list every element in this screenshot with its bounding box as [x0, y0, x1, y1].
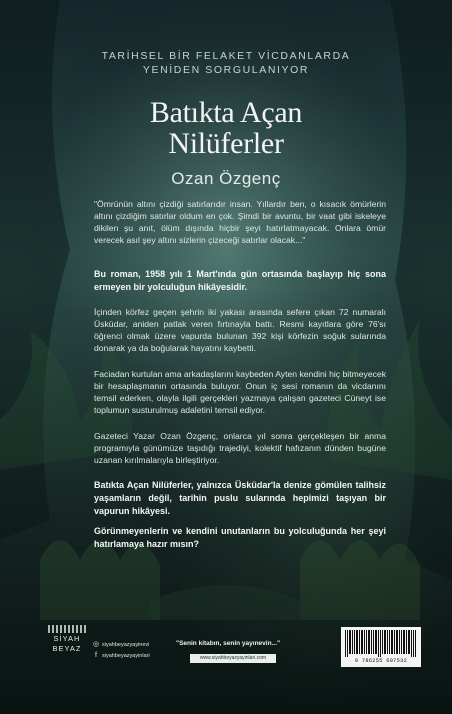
blurb-paragraph-4: Faciadan kurtulan ama arkadaşlarını kaybeden Ayten kendini hiç bitmeyecek bir hesaplaşmanın ortasında buluyor. Onun iç sesi romanın da vicdanını temsil ederken, olayla ilgili gerçekleri yazmaya çalışan gazeteci Cüneyt ise toplumun susturulmuş adaletini temsil ediyor. — [94, 369, 386, 416]
blurb-paragraph-2: Bu roman, 1958 yılı 1 Mart'ında gün ortasında başlayıp hiç sona ermeyen bir yolculuğun hikâyesidir. — [94, 269, 386, 292]
blurb-paragraph-1: "Ömrünün altını çizdiği satırlarıdır insan. Yıllardır ben, o kısacık ömürlerin altını çizdiğim satırlar oldum en çok. Şimdi bir avuntu, bir vaat gibi iskeleye dikilen şu anıt, ölüm dışında hiçbir şeyi hatırlatmayacak. Onlara ömür verecek asıl şey altını sizlerin çizeceği satırlar olacak..." — [94, 199, 386, 246]
logo-text-line-2: BEYAZ — [52, 644, 82, 653]
facebook-handle — [92, 652, 150, 659]
instagram-handle — [92, 640, 149, 648]
logo-stripes-icon — [48, 625, 86, 633]
book-title-line-2: Nilüferler — [168, 127, 284, 160]
publisher-slogan: "Senin kitabın, senin yayınevin..." — [176, 640, 281, 647]
blurb-paragraph-6: Batıkta Açan Nilüferler, yalnızca Üsküdar'la denize gömülen talihsiz yaşamların değil, tarihin puslu sularında hepimizi taşıyan bir vapurun hikâyesi. — [94, 480, 386, 516]
isbn-number: 9 786255 607532 — [354, 658, 408, 664]
instagram-handle-text: siyahbeyazyayinevi — [102, 642, 150, 648]
facebook-icon: f — [95, 652, 97, 659]
book-title-line-1: Batıkta Açan — [149, 96, 303, 129]
tagline-line-2: YENİDEN SORGULANIYOR — [142, 64, 310, 76]
blurb-paragraph-5: Gazeteci Yazar Ozan Özgenç, onlarca yıl sonra gerçekleşen bir anma programıyla günümüze taşıdığı trajediyi, kolektif hafızanın dünden bugüne uzanan kırılmalarıyla birleştiriyor. — [94, 431, 386, 466]
tagline-line-1: TARİHSEL BİR FELAKET VİCDANLARDA — [101, 50, 351, 62]
isbn-barcode — [341, 627, 421, 667]
blurb-paragraph-7: Görünmeyenlerin ve kendini unutanların bu yolculuğunda her şeyi hatırlamaya hazır mısın? — [94, 526, 386, 549]
author-name: Ozan Özgenç — [171, 169, 281, 188]
facebook-handle-text: siyahbeyazyayinlari — [102, 653, 150, 659]
instagram-icon: ◎ — [92, 641, 100, 648]
logo-text-line-1: SİYAH — [53, 634, 81, 643]
blurb-paragraph-3: İçinden körfez geçen şehrin iki yakası arasında sefere çıkan 72 numaralı Üsküdar, aniden patlak veren fırtınayla battı. Resmi kayıtlara göre 76'sı öğrenci olmak üzere vapurda bulunan 392 kişi körfezin soğuk sularında donarak ya da boğularak hayatını kaybetti. — [94, 307, 386, 354]
publisher-website: www.siyahbeyazyayinlari.com — [190, 654, 276, 663]
barcode-bars — [345, 630, 417, 657]
publisher-logo — [48, 625, 86, 655]
